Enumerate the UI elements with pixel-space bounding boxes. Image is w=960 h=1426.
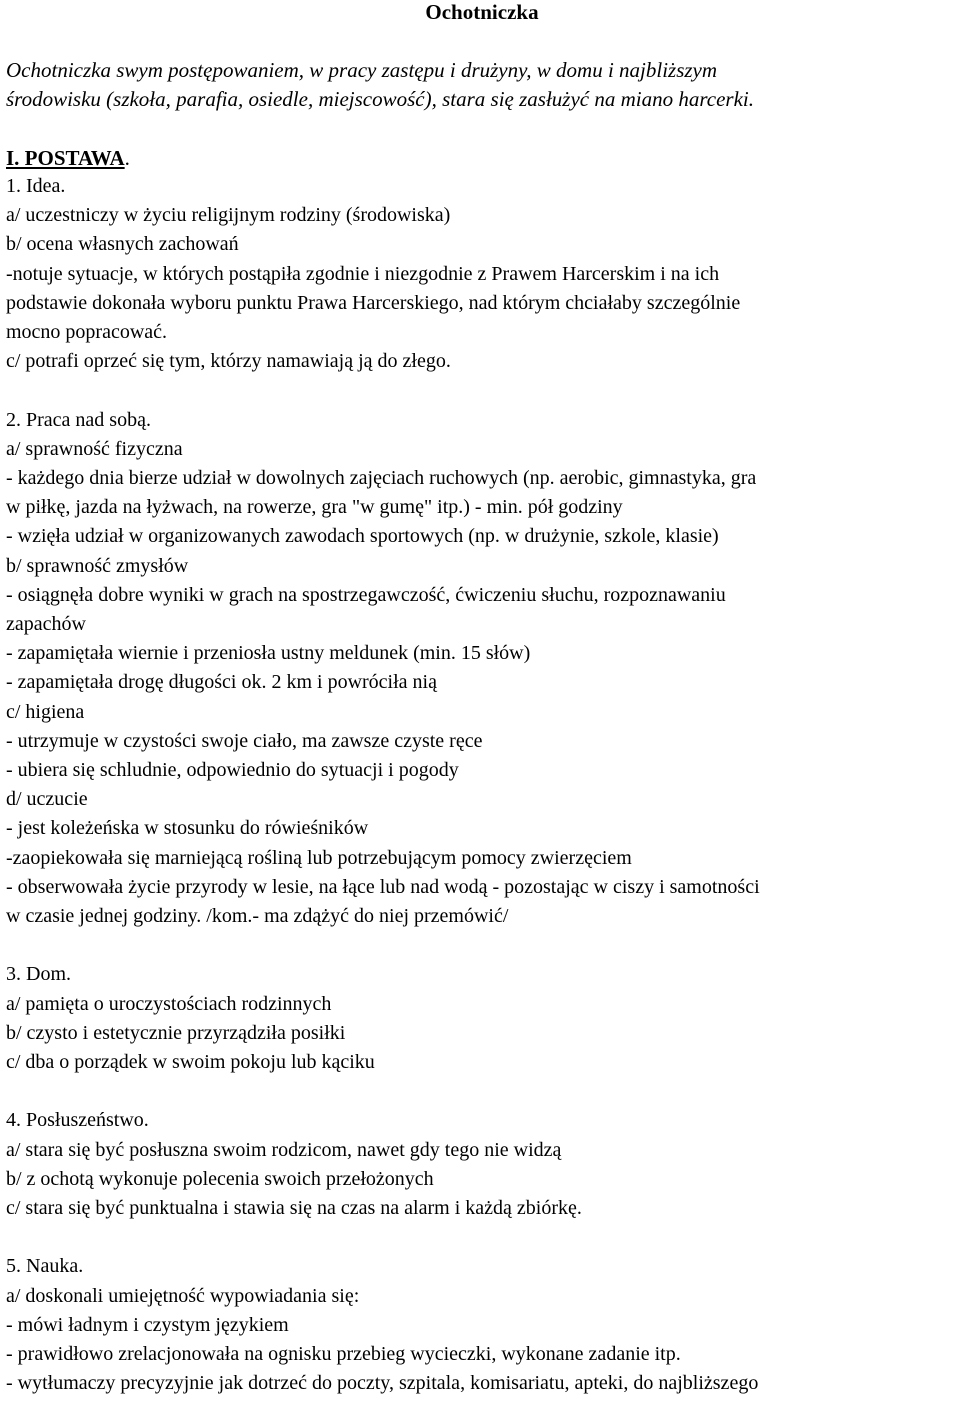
requirement-line: podstawie dokonała wyboru punktu Prawa Harcerskiego, nad którym chciałaby szczególnie	[6, 291, 741, 314]
requirement-line: c/ higiena	[6, 700, 85, 723]
requirement-line: - obserwowała życie przyrody w lesie, na łące lub nad wodą - pozostając w ciszy i samotności	[6, 875, 760, 898]
intro-line: środowisku (szkoła, parafia, osiedle, miejscowość), stara się zasłużyć na miano harcerki.	[6, 87, 754, 111]
requirement-line: - jest koleżeńska w stosunku do rówieśników	[6, 817, 369, 840]
requirement-line: - wzięła udział w organizowanych zawodach sportowych (np. w drużynie, szkole, klasie)	[6, 525, 719, 548]
requirement-line: b/ z ochotą wykonuje polecenia swoich przełożonych	[6, 1167, 434, 1190]
requirement-line: a/ doskonali umiejętność wypowiadania się:	[6, 1284, 360, 1307]
requirement-line: zapachów	[6, 613, 86, 636]
section-title: 4. Posłuszeństwo.	[6, 1109, 149, 1132]
section-title: 5. Nauka.	[6, 1255, 84, 1278]
section-title: 1. Idea.	[6, 175, 66, 197]
intro-line: Ochotniczka swym postępowaniem, w pracy zastępu i drużyny, w domu i najbliższym	[6, 58, 718, 82]
requirement-line: b/ ocena własnych zachowań	[6, 233, 239, 256]
section-title: 3. Dom.	[6, 963, 71, 986]
requirement-line: -notuje sytuacje, w których postąpiła zgodnie i niezgodnie z Prawem Harcerskim i na ich	[6, 262, 720, 285]
requirement-line: w piłkę, jazda na łyżwach, na rowerze, gra "w gumę" itp.) - min. pół godziny	[6, 496, 623, 519]
requirement-line: w czasie jednej godziny. /kom.- ma zdążyć do niej przemówić/	[6, 905, 509, 928]
requirement-section	[6, 960, 960, 1077]
requirement-line: - mówi ładnym i czystym językiem	[6, 1313, 289, 1336]
requirement-line: c/ potrafi oprzeć się tym, którzy namawiają ją do złego.	[6, 350, 451, 373]
document-title: Ochotniczka	[425, 0, 539, 24]
requirement-line: - osiągnęła dobre wyniki w grach na spostrzegawczość, ćwiczeniu słuchu, rozpoznawaniu	[6, 583, 726, 606]
requirement-line: - każdego dnia bierze udział w dowolnych zajęciach ruchowych (np. aerobic, gimnastyka, gra	[6, 467, 757, 490]
requirement-line: d/ uczucie	[6, 788, 88, 811]
requirement-line: - zapamiętała wiernie i przeniosła ustny meldunek (min. 15 słów)	[6, 642, 531, 665]
requirement-line: - wytłumaczy precyzyjnie jak dotrzeć do poczty, szpitala, komisariatu, apteki, do najbliższego	[6, 1372, 759, 1395]
requirement-line: b/ czysto i estetycznie przyrządziła posiłki	[6, 1021, 346, 1044]
requirement-line: c/ dba o porządek w swoim pokoju lub kąciku	[6, 1051, 375, 1074]
requirement-section	[6, 1252, 960, 1398]
requirement-line: a/ uczestniczy w życiu religijnym rodziny (środowiska)	[6, 204, 451, 227]
requirement-line: - utrzymuje w czystości swoje ciało, ma zawsze czyste ręce	[6, 729, 483, 752]
requirement-line: a/ sprawność fizyczna	[6, 437, 183, 460]
section-title: 2. Praca nad sobą.	[6, 408, 151, 431]
section-heading-text: I. POSTAWA	[6, 146, 125, 170]
requirement-line: b/ sprawność zmysłów	[6, 554, 189, 577]
requirement-line: - zapamiętała drogę długości ok. 2 km i powróciła nią	[6, 671, 437, 694]
requirement-line: a/ stara się być posłuszna swoim rodzicom, nawet gdy tego nie widzą	[6, 1138, 562, 1161]
requirement-line: mocno popracować.	[6, 321, 168, 344]
intro-paragraph	[6, 56, 754, 114]
requirements-list	[6, 172, 960, 1398]
requirement-line: - ubiera się schludnie, odpowiednio do sytuacji i pogody	[6, 759, 459, 782]
section-heading-suffix: .	[124, 146, 130, 170]
requirement-line: c/ stara się być punktualna i stawia się na czas na alarm i każdą zbiórkę.	[6, 1197, 582, 1220]
requirement-line: -zaopiekowała się marniejącą rośliną lub potrzebującym pomocy zwierzęciem	[6, 846, 632, 869]
section-heading	[6, 146, 130, 170]
requirement-line: - prawidłowo zrelacjonowała na ognisku przebieg wycieczki, wykonane zadanie itp.	[6, 1343, 681, 1366]
requirement-line: a/ pamięta o uroczystościach rodzinnych	[6, 992, 332, 1015]
requirement-section	[6, 406, 960, 932]
requirement-section	[6, 172, 960, 376]
requirement-section	[6, 1106, 960, 1223]
